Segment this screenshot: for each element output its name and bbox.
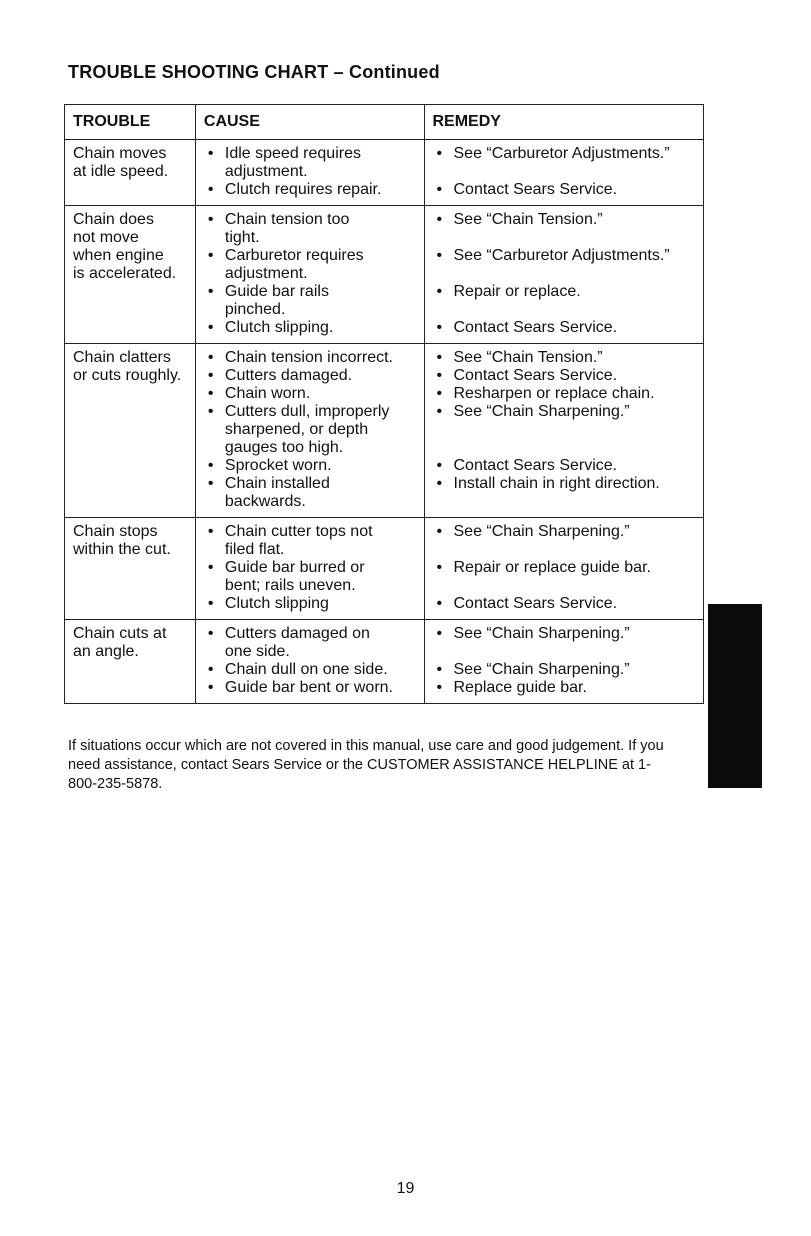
remedy-item: • See “Chain Sharpening.” <box>433 661 698 679</box>
remedy-item: • See “Chain Sharpening.” <box>433 625 698 643</box>
trouble-text: Chain clatters or cuts roughly. <box>73 349 182 384</box>
cause-cell <box>195 620 424 704</box>
trouble-text: Chain does not move when engine is accelerated. <box>73 211 177 282</box>
trouble-cell <box>65 518 196 620</box>
remedy-item: • Contact Sears Service. <box>433 181 698 199</box>
cause-item: • Clutch slipping <box>204 595 418 613</box>
remedy-cell <box>424 206 704 344</box>
cause-item: • Chain dull on one side. <box>204 661 418 679</box>
trouble-text: Chain stops within the cut. <box>73 523 171 558</box>
remedy-item: • See “Carburetor Adjustments.” <box>433 247 698 265</box>
remedy-item: • Contact Sears Service. <box>433 457 698 475</box>
remedy-item: • See “Chain Tension.” <box>433 349 698 367</box>
page-title: TROUBLE SHOOTING CHART – Continued <box>68 62 440 82</box>
trouble-cell <box>65 206 196 344</box>
table-row <box>65 140 704 206</box>
remedy-item: • See “Chain Sharpening.” <box>433 523 698 541</box>
trouble-cell <box>65 620 196 704</box>
cause-item: • Clutch slipping. <box>204 319 418 337</box>
cause-item: • Clutch requires repair. <box>204 181 418 199</box>
section-edge-tab <box>708 604 762 788</box>
page-number: 19 <box>396 1180 415 1197</box>
cause-item: • Guide bar rails pinched. <box>204 283 418 319</box>
header-cause: CAUSE <box>195 105 424 140</box>
trouble-text: Chain moves at idle speed. <box>73 145 169 180</box>
cause-cell <box>195 518 424 620</box>
remedy-item: • Replace guide bar. <box>433 679 698 697</box>
trouble-text: Chain cuts at an angle. <box>73 625 167 660</box>
remedy-cell <box>424 344 704 518</box>
cause-item: • Cutters damaged. <box>204 367 418 385</box>
remedy-item: • Contact Sears Service. <box>433 367 698 385</box>
remedy-item: • Contact Sears Service. <box>433 319 698 337</box>
trouble-cell <box>65 344 196 518</box>
cause-item: • Guide bar bent or worn. <box>204 679 418 697</box>
remedy-item: • See “Chain Sharpening.” <box>433 403 698 421</box>
cause-item: • Sprocket worn. <box>204 457 418 475</box>
cause-item: • Chain worn. <box>204 385 418 403</box>
header-trouble: TROUBLE <box>65 105 196 140</box>
cause-item: • Carburetor requires adjustment. <box>204 247 418 283</box>
table-row <box>65 518 704 620</box>
trouble-cell <box>65 140 196 206</box>
remedy-item: • Repair or replace guide bar. <box>433 559 698 577</box>
cause-item: • Chain tension incorrect. <box>204 349 418 367</box>
table-header-row <box>65 105 704 140</box>
remedy-item: • Install chain in right direction. <box>433 475 698 493</box>
remedy-item: • See “Chain Tension.” <box>433 211 698 229</box>
cause-item: • Chain tension too tight. <box>204 211 418 247</box>
cause-item: • Idle speed requires adjustment. <box>204 145 418 181</box>
table-row <box>65 344 704 518</box>
remedy-item: • Resharpen or replace chain. <box>433 385 698 403</box>
cause-item: • Guide bar burred or bent; rails uneven. <box>204 559 418 595</box>
cause-item: • Chain cutter tops not filed flat. <box>204 523 418 559</box>
remedy-item: • See “Carburetor Adjustments.” <box>433 145 698 163</box>
footer-note: If situations occur which are not covered in this manual, use care and good judgement. If you need assistance, contact Sears Service or the CUSTOMER ASSISTANCE HELPLINE at 1-800-235-5878. <box>68 738 664 792</box>
remedy-cell <box>424 518 704 620</box>
cause-cell <box>195 206 424 344</box>
remedy-item: • Contact Sears Service. <box>433 595 698 613</box>
table-row <box>65 206 704 344</box>
remedy-cell <box>424 620 704 704</box>
header-remedy: REMEDY <box>424 105 704 140</box>
cause-cell <box>195 140 424 206</box>
table-row <box>65 620 704 704</box>
troubleshooting-table <box>64 104 704 704</box>
cause-item: • Cutters damaged on one side. <box>204 625 418 661</box>
cause-item: • Cutters dull, improperly sharpened, or depth gauges too high. <box>204 403 418 457</box>
cause-cell <box>195 344 424 518</box>
remedy-item: • Repair or replace. <box>433 283 698 301</box>
cause-item: • Chain installed backwards. <box>204 475 418 511</box>
remedy-cell <box>424 140 704 206</box>
